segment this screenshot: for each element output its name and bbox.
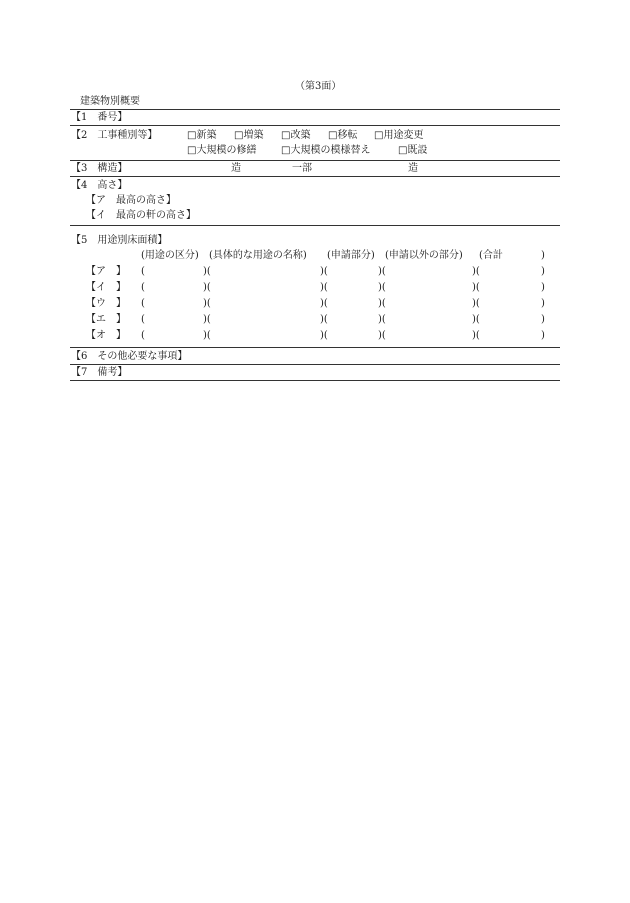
divider	[70, 160, 560, 161]
paren: )	[541, 282, 545, 293]
checkbox-major-remodel[interactable]: □大規模の模様替え	[281, 145, 371, 156]
checkbox-major-repair[interactable]: □大規模の修繕	[187, 145, 257, 156]
paren: (	[141, 266, 145, 277]
paren: )(	[203, 330, 211, 341]
divider	[70, 347, 560, 348]
checkbox-use-change[interactable]: □用途変更	[374, 130, 424, 141]
paren: )(	[320, 282, 328, 293]
structure-zou-1: 造	[231, 163, 241, 174]
item-work-type-label: 【2 工事種別等】	[71, 130, 158, 141]
checkbox-existing[interactable]: □既設	[398, 145, 428, 156]
paren: )(	[472, 314, 480, 325]
height-eaves-label: 【イ 最高の軒の高さ】	[86, 210, 196, 221]
header-non-applied-part: (申請以外の部分)	[385, 250, 463, 261]
structure-ichibu: 一部	[292, 163, 312, 174]
paren: )(	[320, 330, 328, 341]
paren: )(	[203, 298, 211, 309]
paren: (	[141, 282, 145, 293]
divider	[70, 125, 560, 126]
row-key: 【ア 】	[86, 266, 126, 277]
paren: )	[541, 266, 545, 277]
header-total: (合計	[479, 250, 503, 261]
header-use-category: (用途の区分)	[141, 250, 199, 261]
paren: )	[541, 330, 545, 341]
divider	[70, 380, 560, 381]
paren: (	[141, 330, 145, 341]
paren: )(	[378, 266, 386, 277]
paren: )(	[320, 314, 328, 325]
paren: )(	[378, 298, 386, 309]
paren: )(	[378, 282, 386, 293]
checkbox-extension[interactable]: □増築	[234, 130, 264, 141]
section-title: 建築物別概要	[80, 96, 140, 107]
checkbox-reconstruction[interactable]: □改築	[281, 130, 311, 141]
paren: )(	[378, 330, 386, 341]
paren: )(	[472, 330, 480, 341]
paren: )	[541, 314, 545, 325]
checkbox-new-construction[interactable]: □新築	[187, 130, 217, 141]
divider	[70, 225, 560, 226]
item-number-label: 【1 番号】	[71, 112, 128, 123]
paren: )	[541, 298, 545, 309]
item-height-label: 【4 高さ】	[71, 180, 128, 191]
divider	[70, 364, 560, 365]
paren: )(	[472, 298, 480, 309]
paren: )(	[378, 314, 386, 325]
divider	[70, 176, 560, 177]
row-key: 【オ 】	[86, 330, 126, 341]
row-key: 【エ 】	[86, 314, 126, 325]
page-label: （第3面）	[295, 81, 342, 92]
paren: )(	[472, 282, 480, 293]
paren: )(	[203, 282, 211, 293]
paren: )(	[472, 266, 480, 277]
height-max-label: 【ア 最高の高さ】	[86, 195, 176, 206]
checkbox-relocation[interactable]: □移転	[328, 130, 358, 141]
item-other-label: 【6 その他必要な事項】	[71, 351, 188, 362]
item-remarks-label: 【7 備考】	[71, 367, 128, 378]
paren: )(	[203, 314, 211, 325]
row-key: 【イ 】	[86, 282, 126, 293]
paren: )(	[203, 266, 211, 277]
paren: (	[141, 298, 145, 309]
row-key: 【ウ 】	[86, 298, 126, 309]
item-floor-area-label: 【5 用途別床面積】	[71, 235, 168, 246]
item-structure-label: 【3 構造】	[71, 163, 128, 174]
header-specific-use: (具体的な用途の名称)	[209, 250, 307, 261]
paren: )(	[320, 298, 328, 309]
paren: )(	[320, 266, 328, 277]
header-close-paren: )	[541, 250, 545, 261]
structure-zou-2: 造	[408, 163, 418, 174]
header-applied-part: (申請部分)	[327, 250, 375, 261]
divider	[70, 109, 560, 110]
paren: (	[141, 314, 145, 325]
